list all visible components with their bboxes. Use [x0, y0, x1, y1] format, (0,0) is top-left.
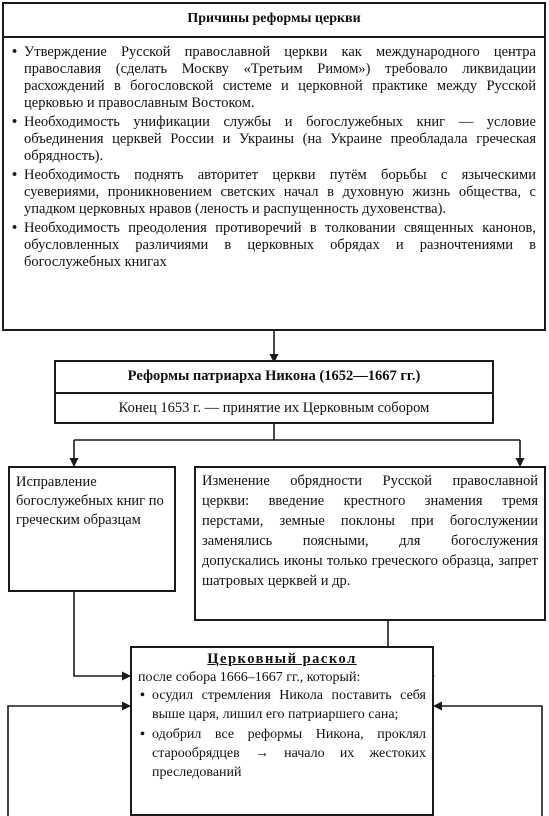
causes-item: • Утверждение Русской православной церкви как международного центра православия (сделать Москву «Третьим Римом») требовало ликвидации расхождений в богословской системе и церковной практике между Русской церковью и православным Востоком. — [10, 44, 536, 112]
causes-item: • Необходимость унификации службы и богослужебных книг — условие объединения церквей России и Украины (на Украине преобладала греческая обрядность). — [10, 114, 536, 165]
causes-list — [4, 38, 544, 271]
causes-box — [2, 2, 546, 331]
schism-box — [130, 646, 434, 816]
causes-item: • Необходимость поднять авторитет церкви путём борьбы с языческими суевериями, проникновением светских начал в духовную жизнь общества, с упадком церковных нравов (леность и распущенность духовенства). — [10, 167, 536, 218]
line-books-to-schism — [74, 592, 130, 676]
line-right-into-schism — [434, 706, 542, 816]
books-text: Исправление богослужебных книг по греческим образцам — [16, 474, 164, 528]
schism-item: • осудил стремления Никола поставить себя выше царя, лишил его патриаршего сана; — [138, 686, 426, 724]
reforms-subtitle: Конец 1653 г. — принятие их Церковным собором — [118, 400, 430, 416]
causes-item: • Необходимость преодоления противоречий в толковании священных канонов, обусловленных различиями в церковных обрядах и разночтениями в богослужебных книгах — [10, 220, 536, 271]
rites-box — [194, 466, 546, 621]
schism-item: • одобрил все реформы Никона, проклял старообрядцев → начало их жестоких преследований — [138, 725, 426, 782]
schism-list — [138, 686, 426, 782]
reforms-title: Реформы патриарха Никона (1652—1667 гг.) — [56, 362, 492, 394]
books-box — [8, 466, 176, 592]
schism-title: Церковный раскол — [207, 651, 357, 667]
rites-text: Изменение обрядности Русской православной церкви: введение крестного знамения тремя перстами, земные поклоны при богослужении заменялись поясными, для богослужения допускались иконы только греческого образца, запрет шатровых церквей и др. — [202, 473, 538, 589]
line-left-into-schism — [8, 706, 130, 816]
schism-subtitle: после собора 1666–1667 гг., который: — [138, 670, 361, 685]
causes-title: Причины реформы церкви — [4, 4, 544, 38]
reforms-box — [54, 360, 494, 424]
